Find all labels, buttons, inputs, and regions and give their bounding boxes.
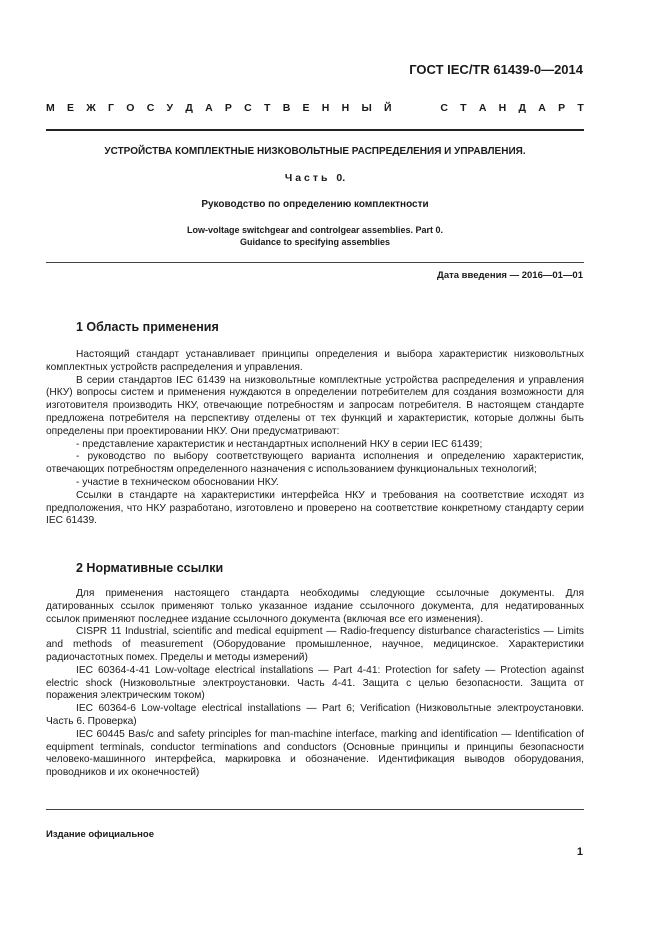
section-2-body (46, 588, 584, 780)
category-letter: А (478, 102, 487, 114)
header-rule (46, 129, 584, 131)
document-number: ГОСТ IEC/TR 61439-0—2014 (409, 62, 583, 77)
title-part-word: Часть (284, 172, 331, 184)
category-letter: Н (321, 102, 330, 114)
category-letter: Е (67, 102, 75, 114)
reference-item: IEC 60364-4-41 Low-voltage electrical installations — Part 4-41: Protection for safety — Protection against electric shock (Низковольтные электроустановки. Часть 4-41. Защита с целью безопасности. Защита от поражения электрическим током) (46, 664, 584, 702)
paragraph: Настоящий стандарт устанавливает принципы определения и выбора характеристик низковольтных комплектных устройств распределения и управления. (46, 349, 584, 373)
category-gap (404, 102, 410, 114)
official-edition-label: Издание официальное (46, 829, 154, 840)
category-letter: Р (224, 102, 232, 114)
category-letter: О (126, 102, 135, 114)
category-letter: Д (518, 102, 526, 114)
title-main: УСТРОЙСТВА КОМПЛЕКТНЫЕ НИЗКОВОЛЬТНЫЕ РАСПРЕДЕЛЕНИЯ И УПРАВЛЕНИЯ. (104, 146, 526, 157)
category-letter: Т (577, 102, 584, 114)
category-letter: Н (341, 102, 350, 114)
category-letter: Ж (86, 102, 96, 114)
reference-item: IEC 60445 Bas/c and safety principles for man-machine interface, marking and identification — Identification of equipment terminals, conductor terminations and conductors (Основные принципы и принципы безопасности человеко-машинного интерфейса, маркировка и обозначение. Идентификация выводов оборудования, проводников и их оконечностей) (46, 728, 584, 779)
reference-item: IEC 60364-6 Low-voltage electrical installations — Part 6; Verification (Низковольтные электроустановки. Часть 6. Проверка) (46, 703, 584, 727)
paragraph: В серии стандартов IEC 61439 на низковольтные комплектные устройства распределения и управления (НКУ) вопросы систем и применения нуждаются в определении потребителем для создания возможности для изготовителя производить НКУ, отвечающие потребностям и запросам потребителя. В настоящем стандарте предложена потребителя на перспективу отделены от тех функций и характеристик, которые должны быть определены при проектировании НКУ. Они предусматривают: (46, 374, 584, 437)
list-item: - представление характеристик и нестандартных исполнений НКУ в серии IEC 61439; (76, 438, 483, 450)
category-letter: Г (108, 102, 114, 114)
list-item: - руководство по выбору соответствующего варианта исполнения и определению характеристик, отвечающих потребностям определенного назначения с использованием функциональных технологий; (46, 451, 584, 476)
title-part (46, 172, 584, 184)
category-letter: У (166, 102, 174, 114)
paragraph: Ссылки в стандарте на характеристики интерфейса НКУ и требования на соответствие исходят из предположения, что НКУ разработано, изготовлено и проверено на соответствие конкретному стандарту серии IEC 61439. (46, 489, 584, 527)
paragraph: Для применения настоящего стандарта необходимы следующие ссылочные документы. Для датированных ссылок применяют только указанное издание ссылочного документа, для недатированных ссылок применяют последнее издание ссылочного документа (включая все его изменения). (46, 588, 584, 625)
category-gap (422, 102, 428, 114)
category-letter: М (46, 102, 55, 114)
page-number: 1 (576, 846, 583, 858)
category-letter: Е (302, 102, 310, 114)
reference-item: CISPR 11 Industrial, scientific and medical equipment — Radio-frequency disturbance characteristics — Limits and methods of measurement (Оборудование промышленное, научное, медицинское. Характеристики радиочастотных помех. Пределы и методы измерений) (46, 626, 584, 663)
category-letter: Й (384, 102, 392, 114)
footer-rule (46, 809, 584, 810)
section-2-heading: 2 Нормативные ссылки (76, 561, 224, 575)
category-letter: Ы (361, 102, 372, 114)
title-part-number: 0. (336, 172, 346, 184)
category-letter: А (205, 102, 213, 114)
title-english-line1: Low-voltage switchgear and controlgear assemblies. Part 0. (186, 225, 444, 235)
category-letter: А (538, 102, 546, 114)
category-letter: Д (185, 102, 193, 114)
category-letter: С (244, 102, 252, 114)
standard-category-heading (46, 102, 584, 114)
category-letter: Т (264, 102, 271, 114)
section-1-body (46, 349, 584, 528)
section-1-heading: 1 Область применения (76, 320, 219, 334)
title-guide: Руководство по определению комплектности (201, 199, 429, 210)
category-letter: С (440, 102, 448, 114)
introduction-date: Дата введения — 2016—01—01 (437, 270, 583, 281)
title-english-line2: Guidance to specifying assemblies (239, 237, 391, 247)
list-item: - участие в техническом обосновании НКУ. (76, 476, 279, 488)
category-letter: В (282, 102, 291, 114)
category-letter: Р (558, 102, 566, 114)
category-letter: Н (498, 102, 507, 114)
category-letter: Т (460, 102, 467, 114)
category-letter: С (146, 102, 155, 114)
title-rule (46, 262, 584, 263)
